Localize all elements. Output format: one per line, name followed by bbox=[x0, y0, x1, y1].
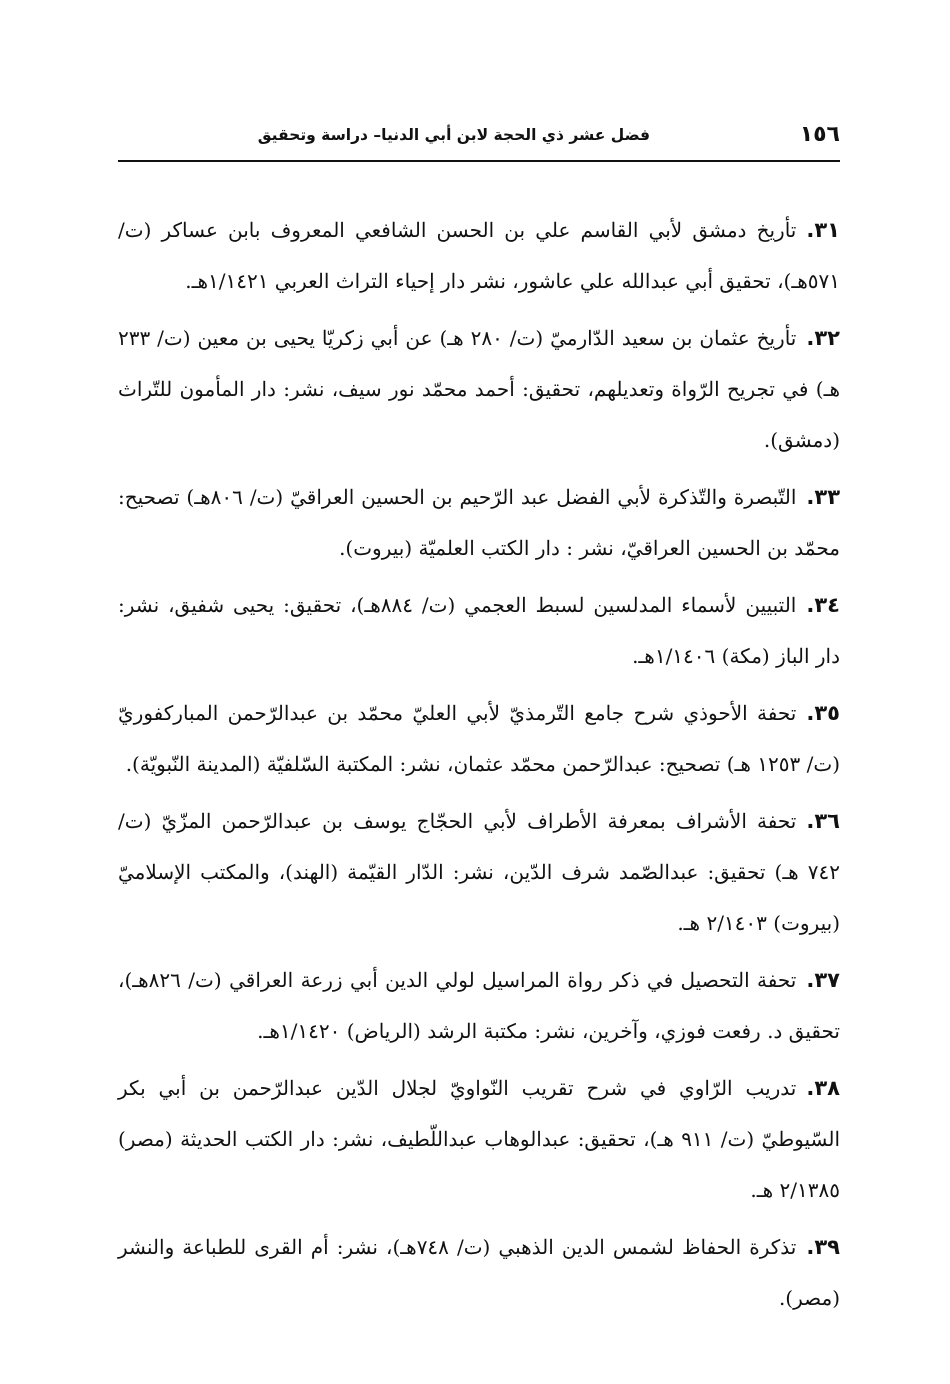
entry-text: تدريب الرّاوي في شرح تقريب النّواويّ لجلال الدّين عبدالرّحمن بن أبي بكر السّيوطيّ (ت/ ٩١١ هـ)، تحقيق: عبدالوهاب عبداللّطيف، نشر: دار الكتب الحديثة (مصر) ٢/١٣٨٥ هـ. bbox=[118, 1076, 841, 1202]
bibliography-entry bbox=[118, 688, 840, 790]
page-number: ١٥٦ bbox=[799, 122, 840, 147]
bibliography-entry bbox=[118, 796, 840, 949]
entry-text: تأريخ دمشق لأبي القاسم علي بن الحسن الشافعي المعروف بابن عساكر (ت/ ٥٧١هـ)، تحقيق أبي عبدالله علي عاشور، نشر دار إحياء التراث العربي ١/١٤٢١هـ. bbox=[118, 218, 840, 293]
bibliography-entry bbox=[118, 955, 840, 1057]
entry-number: ٣٢. bbox=[806, 326, 840, 350]
entry-number: ٣٦. bbox=[806, 809, 840, 833]
running-title: فضل عشر ذي الحجة لابن أبي الدنيا– دراسة وتحقيق bbox=[257, 126, 650, 144]
page-header bbox=[118, 118, 840, 158]
bibliography-entry bbox=[118, 580, 840, 682]
entry-number: ٣٨. bbox=[806, 1076, 840, 1100]
entry-number: ٣١. bbox=[806, 218, 840, 242]
bibliography-entry bbox=[118, 1222, 840, 1324]
entry-text: تحفة الأحوذي شرح جامع التّرمذيّ لأبي العليّ محمّد بن عبدالرّحمن المباركفوريّ (ت/ ١٢٥٣ هـ) تصحيح: عبدالرّحمن محمّد عثمان، نشر: المكتبة السّلفيّة (المدينة النّبويّة). bbox=[118, 701, 840, 776]
entry-number: ٣٩. bbox=[806, 1235, 840, 1259]
bibliography-entry bbox=[118, 205, 840, 307]
entry-text: التّبصرة والتّذكرة لأبي الفضل عبد الرّحيم بن الحسين العراقيّ (ت/ ٨٠٦هـ) تصحيح: محمّد بن الحسين العراقيّ، نشر : دار الكتب العلميّة (بيروت). bbox=[118, 485, 840, 560]
bibliography-list bbox=[118, 205, 840, 1330]
entry-text: تذكرة الحفاظ لشمس الدين الذهبي (ت/ ٧٤٨هـ)، نشر: أم القرى للطباعة والنشر (مصر). bbox=[118, 1235, 840, 1310]
bibliography-entry bbox=[118, 1063, 840, 1216]
header-rule bbox=[118, 160, 840, 162]
entry-text: تحفة التحصيل في ذكر رواة المراسيل لولي الدين أبي زرعة العراقي (ت/ ٨٢٦هـ)، تحقيق د. رفعت فوزي، وآخرين، نشر: مكتبة الرشد (الرياض) ١/١٤٢٠هـ. bbox=[118, 968, 840, 1043]
entry-number: ٣٧. bbox=[806, 968, 840, 992]
bibliography-entry bbox=[118, 472, 840, 574]
entry-text: التبيين لأسماء المدلسين لسبط العجمي (ت/ ٨٨٤هـ)، تحقيق: يحيى شفيق، نشر: دار الباز (مكة) ١/١٤٠٦هـ. bbox=[118, 593, 840, 668]
bibliography-entry bbox=[118, 313, 840, 466]
entry-text: تأريخ عثمان بن سعيد الدّارميّ (ت/ ٢٨٠ هـ) عن أبي زكريّا يحيى بن معين (ت/ ٢٣٣ هـ) في تجريح الرّواة وتعديلهم، تحقيق: أحمد محمّد نور سيف، نشر: دار المأمون للتّراث (دمشق). bbox=[118, 326, 840, 452]
entry-number: ٣٤. bbox=[806, 593, 840, 617]
entry-number: ٣٣. bbox=[806, 485, 841, 509]
entry-text: تحفة الأشراف بمعرفة الأطراف لأبي الحجّاج يوسف بن عبدالرّحمن المزّيّ (ت/ ٧٤٢ هـ) تحقيق: عبدالصّمد شرف الدّين، نشر: الدّار القيّمة (الهند)، والمكتب الإسلاميّ (بيروت) ٢/١٤٠٣ هـ. bbox=[118, 809, 840, 935]
entry-number: ٣٥. bbox=[806, 701, 840, 725]
